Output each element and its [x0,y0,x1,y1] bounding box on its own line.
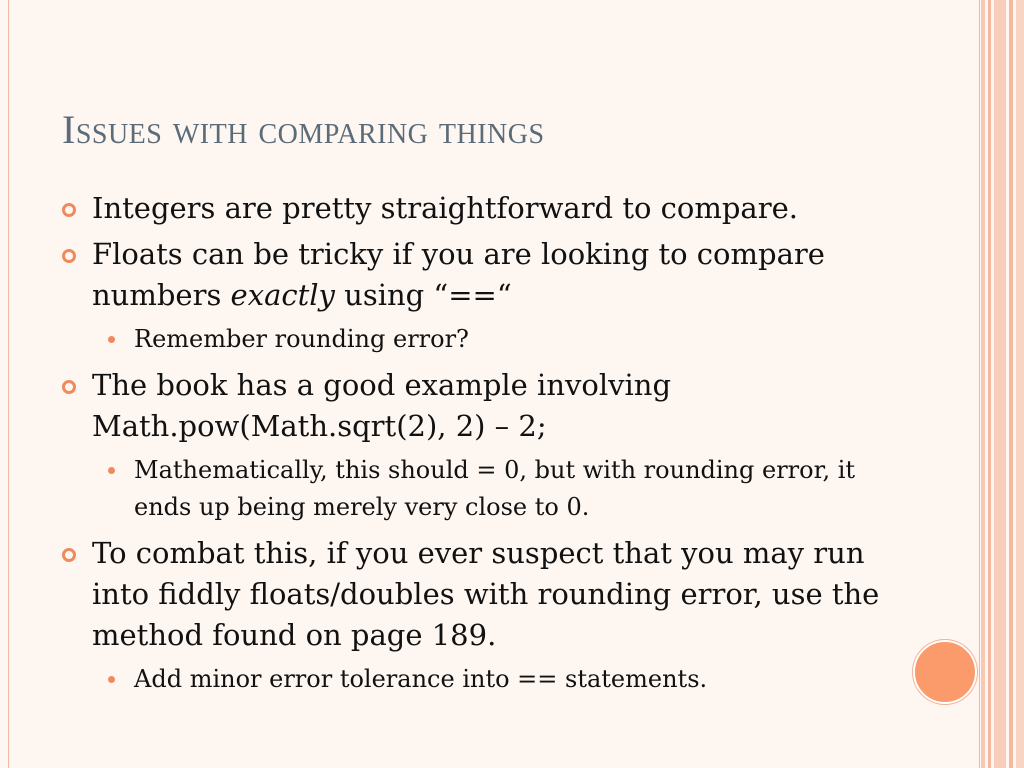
decorative-circle [913,640,977,704]
bullet-text: Floats can be tricky if you are looking to compare numbers [92,237,825,312]
subbullet-text: Add minor error tolerance into == statements. [134,665,708,693]
subbullet-item [62,661,912,698]
slide-title: Issues with comparing things [62,107,545,152]
decorative-stripe [988,0,991,768]
bullet-item [62,533,912,656]
dot-bullet-icon [108,676,115,683]
bullet-text: using “==“ [334,278,512,312]
subbullet-item [62,452,912,526]
emphasis-text: exactly [230,278,335,312]
bullet-item [62,365,912,447]
bullet-text: To combat this, if you ever suspect that you may run into fiddly floats/doubles with rounding error, use the method found on page 189. [92,536,880,652]
subbullet-item [62,321,912,358]
decorative-stripe [994,0,1006,768]
bullet-item [62,188,912,229]
ring-bullet-icon [62,548,76,562]
dot-bullet-icon [108,336,115,343]
ring-bullet-icon [62,380,76,394]
slide-content [62,188,912,705]
bullet-text: The book has a good example involving Math.pow(Math.sqrt(2), 2) – 2; [92,368,672,443]
decorative-stripe [1009,0,1013,768]
decorative-stripe [1016,0,1024,768]
bullet-item [62,234,912,316]
ring-bullet-icon [62,203,76,217]
dot-bullet-icon [108,467,115,474]
ring-bullet-icon [62,249,76,263]
bullet-text: Integers are pretty straightforward to compare. [92,191,798,225]
decorative-stripe [981,0,985,768]
subbullet-text: Remember rounding error? [134,325,469,353]
subbullet-text: Mathematically, this should = 0, but with rounding error, it ends up being merely very close to 0. [134,456,856,521]
